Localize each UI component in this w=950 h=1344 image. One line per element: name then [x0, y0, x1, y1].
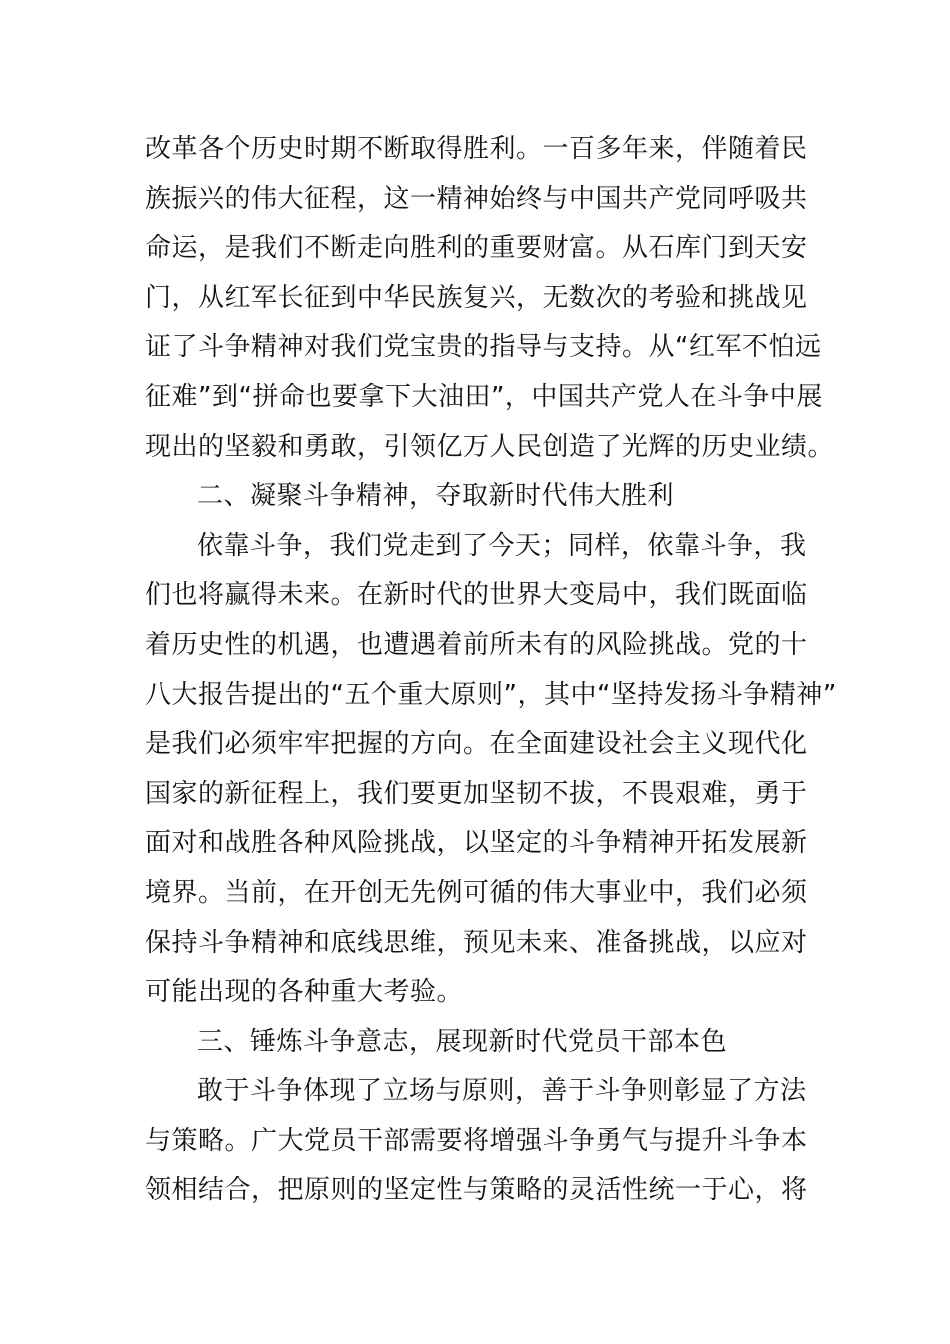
paragraph-line: 依靠斗争，我们党走到了今天；同样，依靠斗争，我	[197, 530, 807, 561]
paragraph-line: 可能出现的各种重大考验。	[145, 977, 464, 1008]
paragraph-1	[145, 125, 835, 472]
paragraph-line: 改革各个历史时期不断取得胜利。一百多年来，伴随着民	[145, 134, 808, 164]
paragraph-3	[145, 1067, 808, 1216]
section-heading-3: 三、锤炼斗争意志，展现新时代党员干部本色	[197, 1026, 728, 1057]
paragraph-line: 命运，是我们不断走向胜利的重要财富。从石库门到天安	[145, 233, 808, 264]
paragraph-2	[145, 522, 837, 1018]
paragraph-line: 着历史性的机遇，也遭遇着前所未有的风险挑战。党的十	[145, 629, 808, 660]
paragraph-line: 是我们必须牢牢把握的方向。在全面建设社会主义现代化	[145, 729, 808, 760]
paragraph-line: 征难”到“拼命也要拿下大油田”，中国共产党人在斗争中展	[145, 381, 823, 412]
paragraph-line: 敢于斗争体现了立场与原则，善于斗争则彰显了方法	[197, 1076, 807, 1107]
paragraph-line: 领相结合，把原则的坚定性与策略的灵活性统一于心，将	[145, 1175, 808, 1206]
paragraph-line: 保持斗争精神和底线思维，预见未来、准备挑战，以应对	[145, 927, 808, 958]
paragraph-line: 们也将赢得未来。在新时代的世界大变局中，我们既面临	[145, 580, 808, 611]
paragraph-line: 证了斗争精神对我们党宝贵的指导与支持。从“红军不怕远	[145, 332, 822, 363]
paragraph-line: 现出的坚毅和勇敢，引领亿万人民创造了光辉的历史业绩。	[145, 431, 835, 462]
paragraph-line: 与策略。广大党员干部需要将增强斗争勇气与提升斗争本	[145, 1125, 808, 1156]
document-body	[145, 125, 837, 1216]
paragraph-line: 境界。当前，在开创无先例可循的伟大事业中，我们必须	[145, 877, 808, 908]
paragraph-line: 国家的新征程上，我们要更加坚韧不拔，不畏艰难，勇于	[145, 778, 808, 809]
paragraph-line: 门，从红军长征到中华民族复兴，无数次的考验和挑战见	[145, 282, 808, 313]
paragraph-line: 八大报告提出的“五个重大原则”，其中“坚持发扬斗争精神”	[145, 679, 837, 710]
paragraph-line: 族振兴的伟大征程，这一精神始终与中国共产党同呼吸共	[145, 183, 808, 214]
paragraph-line: 面对和战胜各种风险挑战，以坚定的斗争精神开拓发展新	[145, 828, 808, 859]
section-heading-2: 二、凝聚斗争精神，夺取新时代伟大胜利	[197, 481, 675, 512]
